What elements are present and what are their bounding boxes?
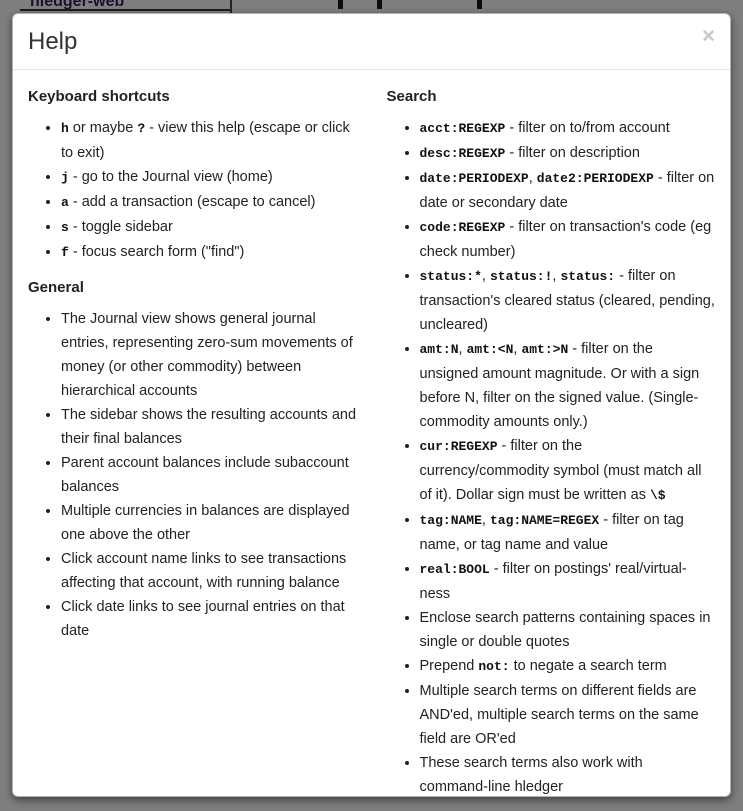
text-segment: - view this help (escape or click to exit) (61, 120, 350, 161)
text-segment: - filter on to/from account (505, 120, 670, 136)
help-column-left (28, 74, 372, 797)
text-segment: Multiple search terms on different fields are AND'ed, multiple search terms on the same field are OR'ed (419, 683, 699, 747)
code-term: \$ (649, 488, 666, 503)
list-item (61, 547, 362, 595)
text-segment: - toggle sidebar (68, 219, 173, 235)
section-heading: Search (386, 88, 437, 105)
list-item (420, 434, 716, 508)
code-term: cur:REGEXP (419, 439, 498, 454)
list-item (61, 307, 362, 403)
list-item (420, 116, 716, 141)
text-segment: , (458, 341, 467, 357)
list-item (420, 215, 716, 264)
list-item (420, 337, 716, 434)
text-segment: - focus search form ("find") (68, 244, 245, 260)
code-term: real:BOOL (419, 562, 490, 577)
list-item (61, 451, 362, 499)
text-segment: - filter on the unsigned amount magnitude. Or with a sign before N, filter on the signed value. (Single-commodity amounts only.) (419, 341, 700, 430)
list-item (61, 595, 362, 643)
help-list (28, 307, 362, 643)
text-segment: - filter on description (505, 145, 640, 161)
code-term: j (61, 170, 69, 185)
code-term: amt:>N (521, 342, 569, 357)
help-modal (12, 13, 731, 797)
text-segment: Prepend (419, 658, 479, 674)
text-segment: , (513, 341, 522, 357)
list-item (420, 557, 716, 606)
text-segment: Click account name links to see transactions affecting that account, with running balance (61, 551, 347, 591)
list-item (420, 679, 716, 751)
code-term: not: (478, 659, 510, 674)
code-term: amt:N (419, 342, 459, 357)
code-term: s (61, 220, 69, 235)
text-segment: - filter on tag name, or tag name and value (419, 512, 684, 553)
text-segment: Enclose search patterns containing spaces in single or double quotes (419, 610, 711, 650)
code-term: ? (137, 121, 146, 136)
text-segment: , (481, 512, 490, 528)
text-segment: The Journal view shows general journal entries, representing zero-sum movements of money (or other commodity) between hierarchical accounts (61, 311, 353, 399)
text-segment: Click date links to see journal entries on that date (61, 599, 345, 639)
modal-header (13, 14, 730, 70)
code-term: status: (560, 269, 616, 284)
list-item (420, 264, 716, 337)
code-term: f (61, 245, 69, 260)
list-item (61, 403, 362, 451)
text-segment: , (552, 268, 561, 284)
section-heading: General (28, 279, 84, 296)
text-segment: These search terms also work with command-line hledger (419, 755, 643, 795)
text-segment: , (528, 170, 537, 186)
help-column-right (372, 74, 716, 797)
list-item (420, 166, 716, 215)
text-segment: - go to the Journal view (home) (68, 169, 273, 185)
section-heading: Keyboard shortcuts (28, 88, 170, 105)
code-term: status:* (419, 269, 482, 284)
code-term: a (61, 195, 69, 210)
code-term: amt:<N (466, 342, 514, 357)
text-segment: - filter on transaction's code (eg check number) (419, 219, 712, 260)
help-list (28, 116, 362, 265)
code-term: desc:REGEXP (419, 146, 506, 161)
help-list (387, 116, 716, 797)
code-term: acct:REGEXP (419, 121, 506, 136)
list-item (61, 499, 362, 547)
text-segment: , (481, 268, 490, 284)
list-item (420, 751, 716, 797)
list-item (420, 508, 716, 557)
code-term: date:PERIODEXP (419, 171, 529, 186)
text-segment: - filter on postings' real/virtual-ness (419, 561, 687, 602)
code-term: code:REGEXP (419, 220, 506, 235)
code-term: tag:NAME (419, 513, 482, 528)
code-term: h (61, 121, 69, 136)
list-item (61, 215, 362, 240)
text-segment: to negate a search term (509, 658, 667, 674)
text-segment: - filter on date or secondary date (419, 170, 715, 211)
list-item (61, 190, 362, 215)
text-segment: or maybe (68, 120, 138, 136)
text-segment: - add a transaction (escape to cancel) (68, 194, 316, 210)
modal-body (13, 70, 730, 797)
text-segment: - filter on the currency/commodity symbol (must match all of it). Dollar sign must be written as (419, 438, 702, 503)
text-segment: The sidebar shows the resulting accounts and their final balances (61, 407, 357, 447)
text-segment: - filter on transaction's cleared status (cleared, pending, uncleared) (419, 268, 715, 333)
code-term: date2:PERIODEXP (536, 171, 654, 186)
close-icon[interactable]: × (702, 23, 715, 48)
text-segment: Parent account balances include subaccount balances (61, 455, 349, 495)
list-item (61, 116, 362, 165)
list-item (61, 165, 362, 190)
code-term: status:! (489, 269, 553, 284)
modal-title: Help (28, 28, 78, 55)
list-item (420, 606, 716, 654)
list-item (420, 141, 716, 166)
text-segment: Multiple currencies in balances are displayed one above the other (61, 503, 350, 543)
list-item (61, 240, 362, 265)
list-item (420, 654, 716, 679)
code-term: tag:NAME=REGEX (489, 513, 600, 528)
